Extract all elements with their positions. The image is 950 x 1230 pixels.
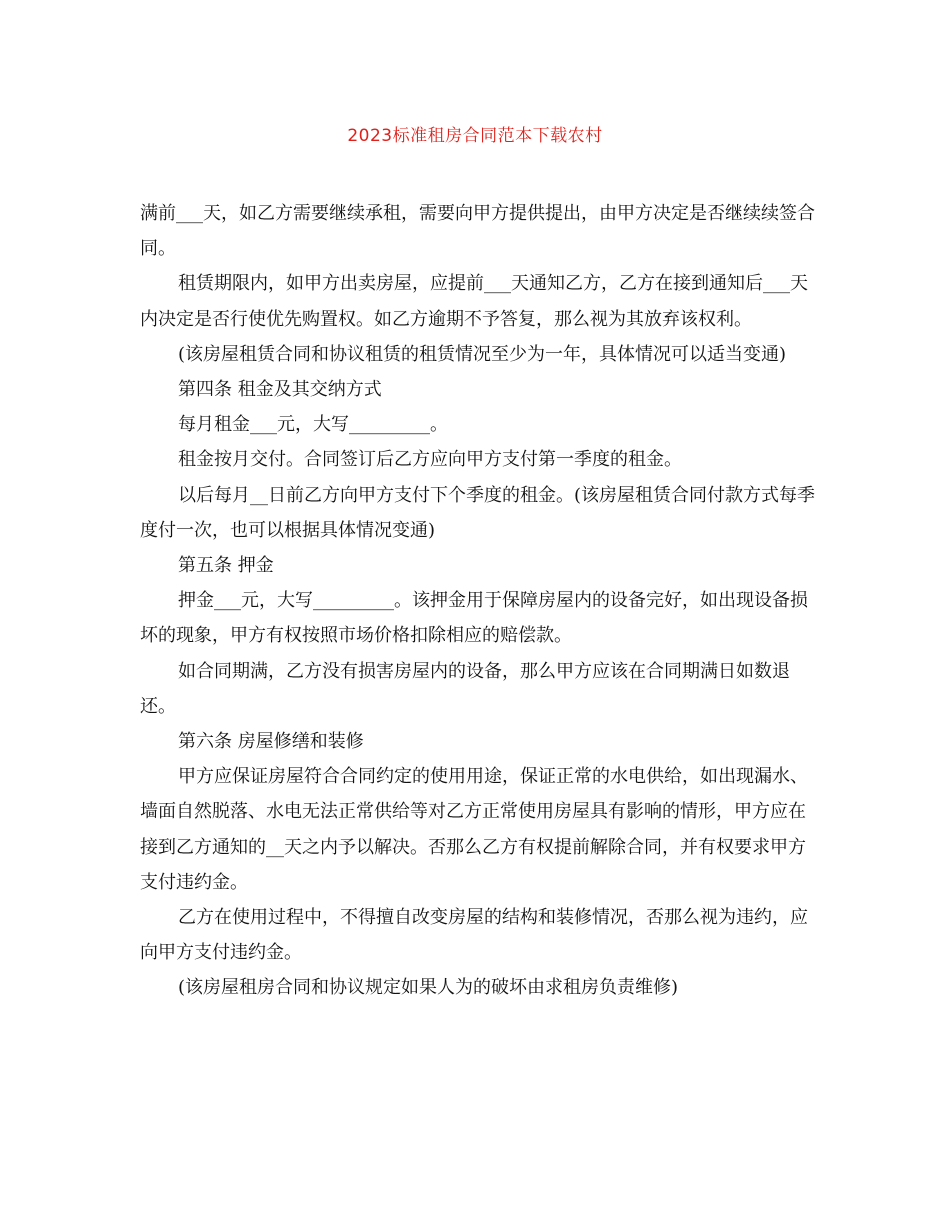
paragraph-landlord-repair: 甲方应保证房屋符合合同约定的使用用途，保证正常的水电供给，如出现漏水、墙面自然脱落、水电无法正常供给等对乙方正常使用房屋具有影响的情形，甲方应在接到乙方通知的__天之内予以解决。否那么乙方有权提前解除合同，并有权要求甲方支付违约金。: [140, 766, 808, 893]
section-heading-repair: 第六条 房屋修缮和装修: [178, 731, 364, 753]
paragraph-damage-note: (该房屋租房合同和协议规定如果人为的破坏由求租房负责维修): [178, 977, 679, 999]
paragraph-rent-payment: 租金按月交付。合同签订后乙方应向甲方支付第一季度的租金。: [178, 449, 682, 471]
paragraph-sale-notice: 租赁期限内，如甲方出卖房屋，应提前___天通知乙方，乙方在接到通知后___天内决定是否行使优先购置权。如乙方逾期不予答复，那么视为其放弃该权利。: [140, 273, 808, 330]
paragraph-tenant-obligation: 乙方在使用过程中，不得擅自改变房屋的结构和装修情况，否那么视为违约，应向甲方支付违约金。: [140, 907, 808, 964]
paragraph-deposit-amount: 押金___元，大写_________。该押金用于保障房屋内的设备完好，如出现设备损坏的现象，甲方有权按照市场价格扣除相应的赔偿款。: [140, 590, 808, 647]
section-heading-rent: 第四条 租金及其交纳方式: [178, 379, 382, 401]
paragraph-monthly-rent: 每月租金___元，大写_________。: [178, 414, 448, 436]
paragraph-deposit-refund: 如合同期满，乙方没有损害房屋内的设备，那么甲方应该在合同期满日如数退还。: [140, 660, 790, 717]
document-title: 2023标准租房合同范本下载农村: [347, 126, 603, 146]
paragraph-lease-note: (该房屋租赁合同和协议租赁的租赁情况至少为一年，具体情况可以适当变通): [178, 343, 787, 365]
paragraph-quarterly-payment: 以后每月__日前乙方向甲方支付下个季度的租金。(该房屋租赁合同付款方式每季度付一次，也可以根据具体情况变通): [140, 484, 816, 541]
paragraph-renewal: 满前___天，如乙方需要继续承租，需要向甲方提供提出，由甲方决定是否继续续签合同。: [140, 203, 815, 260]
document-body: [140, 196, 816, 1006]
section-heading-deposit: 第五条 押金: [178, 555, 274, 577]
